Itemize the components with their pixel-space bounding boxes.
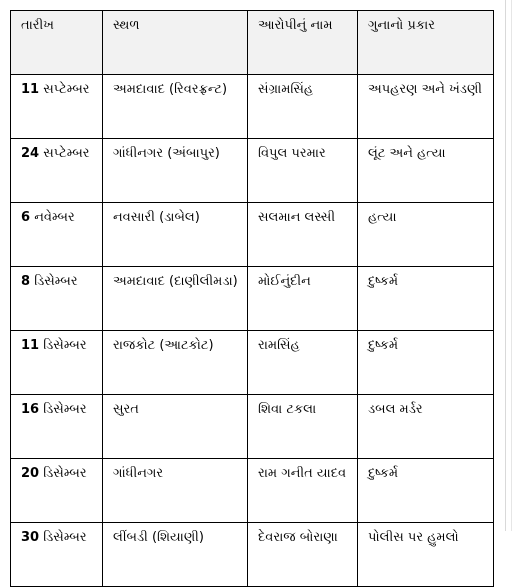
date-month: સપ્ટેમ્બર (43, 82, 90, 97)
crime-cell: દુષ્કર્મ (358, 459, 494, 523)
crime-cell: પોલીસ પર હુમલો (358, 523, 494, 587)
accused-cell: રામ ગનીત યાદવ (248, 459, 358, 523)
crime-cell: અપહરણ અને ખંડણી (358, 75, 494, 139)
accused-cell: દેવરાજ બોરાણા (248, 523, 358, 587)
place-cell: ગાંધીનગર (અંબાપુર) (103, 139, 248, 203)
table-row (11, 203, 494, 267)
crime-cell: લૂંટ અને હત્યા (358, 139, 494, 203)
table-row (11, 331, 494, 395)
table-row (11, 523, 494, 587)
date-month: ડિસેમ્બર (34, 274, 78, 289)
table-row (11, 267, 494, 331)
window-edge-line (505, 0, 506, 531)
date-month: ડિસેમ્બર (43, 402, 87, 417)
date-cell (11, 139, 103, 203)
date-cell (11, 523, 103, 587)
date-day: 8 (21, 274, 31, 289)
header-place: સ્થળ (103, 11, 248, 75)
table-row (11, 395, 494, 459)
place-cell: રાજકોટ (આટકોટ) (103, 331, 248, 395)
place-cell: ગાંધીનગર (103, 459, 248, 523)
date-month: ડિસેમ્બર (43, 466, 87, 481)
crime-cell: ડબલ મર્ડર (358, 395, 494, 459)
table-row (11, 139, 494, 203)
accused-cell: રામસિંહ (248, 331, 358, 395)
date-day: 11 (21, 338, 40, 353)
date-month: ડિસેમ્બર (43, 530, 87, 545)
date-cell (11, 267, 103, 331)
date-month: સપ્ટેમ્બર (43, 146, 90, 161)
crime-cell: દુષ્કર્મ (358, 331, 494, 395)
accused-cell: મોઈનુંદીન (248, 267, 358, 331)
place-cell: અમદાવાદ (રિવરફ્રન્ટ) (103, 75, 248, 139)
date-day: 6 (21, 210, 31, 225)
table-header-row (11, 11, 494, 75)
date-month: ડિસેમ્બર (43, 338, 87, 353)
header-crime-type: ગુનાનો પ્રકાર (358, 11, 494, 75)
date-day: 20 (21, 466, 40, 481)
accused-cell: વિપુલ પરમાર (248, 139, 358, 203)
date-day: 24 (21, 146, 40, 161)
accused-cell: શિવા ટકલા (248, 395, 358, 459)
date-cell (11, 331, 103, 395)
place-cell: અમદાવાદ (દાણીલીમડા) (103, 267, 248, 331)
date-cell (11, 75, 103, 139)
table-row (11, 75, 494, 139)
date-day: 30 (21, 530, 40, 545)
crime-cell: હત્યા (358, 203, 494, 267)
date-month: નવેમ્બર (34, 210, 75, 225)
date-day: 16 (21, 402, 40, 417)
date-cell (11, 395, 103, 459)
header-date: તારીખ (11, 11, 103, 75)
crime-cell: દુષ્કર્મ (358, 267, 494, 331)
crime-table (10, 10, 494, 587)
date-day: 11 (21, 82, 40, 97)
header-accused: આરોપીનું નામ (248, 11, 358, 75)
table-row (11, 459, 494, 523)
date-cell (11, 459, 103, 523)
accused-cell: સલમાન લસ્સી (248, 203, 358, 267)
accused-cell: સંગ્રામસિંહ (248, 75, 358, 139)
place-cell: સુરત (103, 395, 248, 459)
date-cell (11, 203, 103, 267)
place-cell: નવસારી (ડાબેલ) (103, 203, 248, 267)
place-cell: લીંબડી (શિયાણી) (103, 523, 248, 587)
